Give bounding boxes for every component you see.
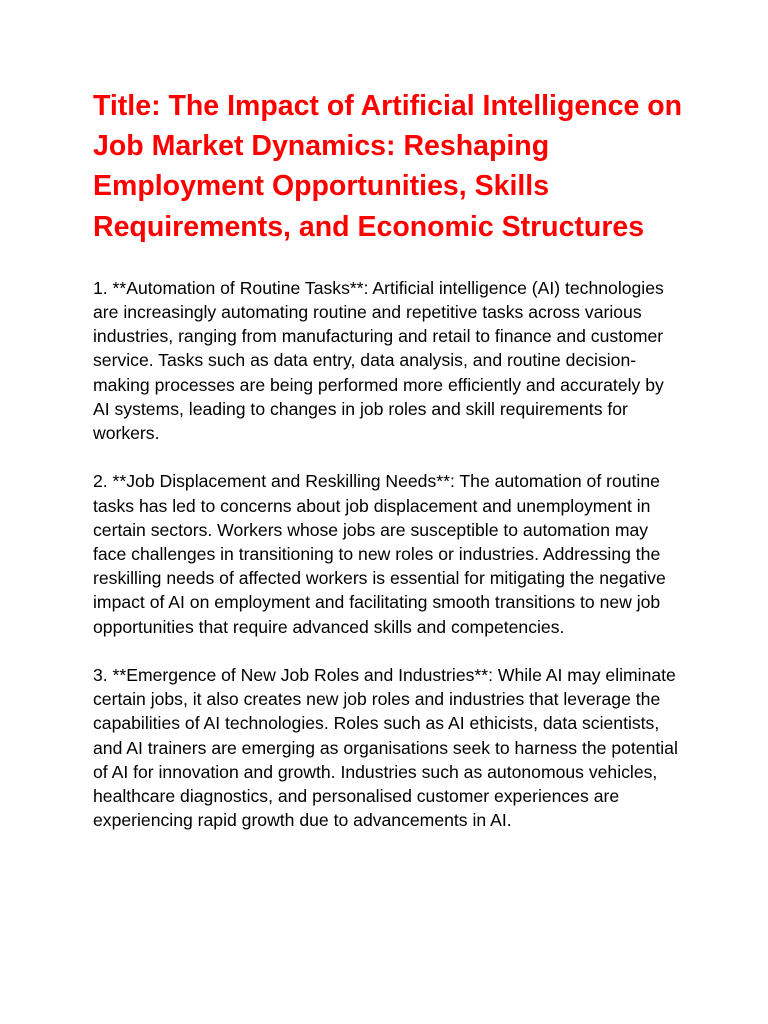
section-automation-of-routine-tasks: 1. **Automation of Routine Tasks**: Artificial intelligence (AI) technologies are increasingly automating routine and repetitive tasks across various industries, ranging from manufacturing and retail to finance and customer service. Tasks such as data entry, data analysis, and routine decision-making processes are being performed more efficiently and accurately by AI systems, leading to changes in job roles and skill requirements for workers. — [93, 277, 664, 444]
document-page — [93, 86, 683, 832]
section-job-displacement-and-reskilling: 2. **Job Displacement and Reskilling Needs**: The automation of routine tasks has led to concerns about job displacement and unemployment in certain sectors. Workers whose jobs are susceptible to automation may face challenges in transitioning to new roles or industries. Addressing the reskilling needs of affected workers is essential for mitigating the negative impact of AI on employment and facilitating smooth transitions to new job opportunities that require advanced skills and competencies. — [93, 471, 666, 637]
section-emergence-of-new-job-roles: 3. **Emergence of New Job Roles and Industries**: While AI may eliminate certain jobs, it also creates new job roles and industries that leverage the capabilities of AI technologies. Roles such as AI ethicists, data scientists, and AI trainers are emerging as organisations seek to harness the potential of AI for innovation and growth. Industries such as autonomous vehicles, healthcare diagnostics, and personalised customer experiences are experiencing rapid growth due to advancements in AI. — [93, 665, 678, 831]
document-title: Title: The Impact of Artificial Intelligence on Job Market Dynamics: Reshaping Employment Opportunities, Skills Requirements, and Economic Structures — [93, 90, 683, 243]
